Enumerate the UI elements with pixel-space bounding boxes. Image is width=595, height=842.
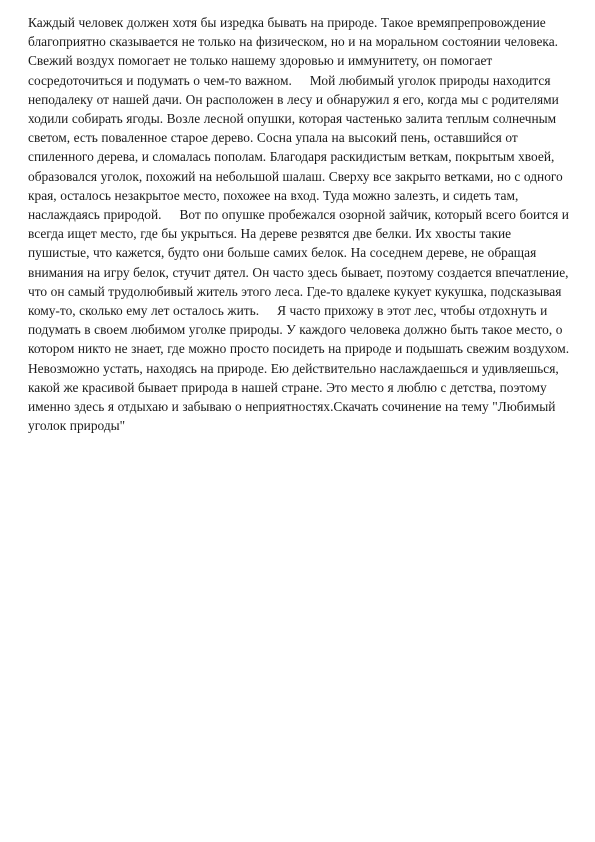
paragraph-favorite-place: Мой любимый уголок природы находится неподалеку от нашей дачи. Он расположен в лесу и обнаружил я его, когда мы с родителями ходили собирать ягоды. Возле лесной опушки, которая частенько залита теплым солнечным светом, есть поваленное старое дерево. Сосна упала на высокий пень, оставшийся от спиленного дерева, и сломалась пополам. Благодаря раскидистым веткам, покрытым хвоей, образовался уголок, похожий на небольшой шалаш. Сверху все закрыто ветками, но с одного края, осталось незакрытое место, похожее на вход. Туда можно залезть, и сидеть там, наслаждаясь природой. [28,72,563,223]
download-essay-link[interactable]: Скачать сочинение на тему "Любимый уголок природы" [28,399,556,434]
paragraph-forest-animals: Вот по опушке пробежался озорной зайчик, который всего боится и всегда ищет место, где бы укрыться. На дереве резвятся две белки. Их хвосты такие пушистые, что кажется, будто они больше самих белок. На соседнем дереве, не обращая внимания на игру белок, стучит дятел. Он часто здесь бывает, поэтому создается впечатление, что он самый трудолюбивый житель этого леса. Где-то вдалеке кукует кукушка, подсказывая кому-то, сколько ему лет осталось жить. [28,207,569,319]
paragraph-intro: Каждый человек должен хотя бы изредка бывать на природе. Такое времяпрепровождение благоприятно сказывается не только на физическом, но и на моральном состоянии человека. Свежий воздух помогает не только нашему здоровью и иммунитету, он помогает сосредоточиться и подумать о чем-то важном. [28,15,559,88]
paragraph-conclusion: Я часто прихожу в этот лес, чтобы отдохнуть и подумать в своем любимом уголке природы. У каждого человека должно быть такое место, о котором никто не знает, где можно просто посидеть на природе и подышать свежим воздухом. Невозможно устать, находясь на природе. Ею действительно наслаждаешься и удивляешься, какой же красивой бывает природа в нашей стране. Это место я люблю с детства, поэтому именно здесь я отдыхаю и забываю о неприятностях. [28,303,570,415]
essay-text [28,13,571,435]
